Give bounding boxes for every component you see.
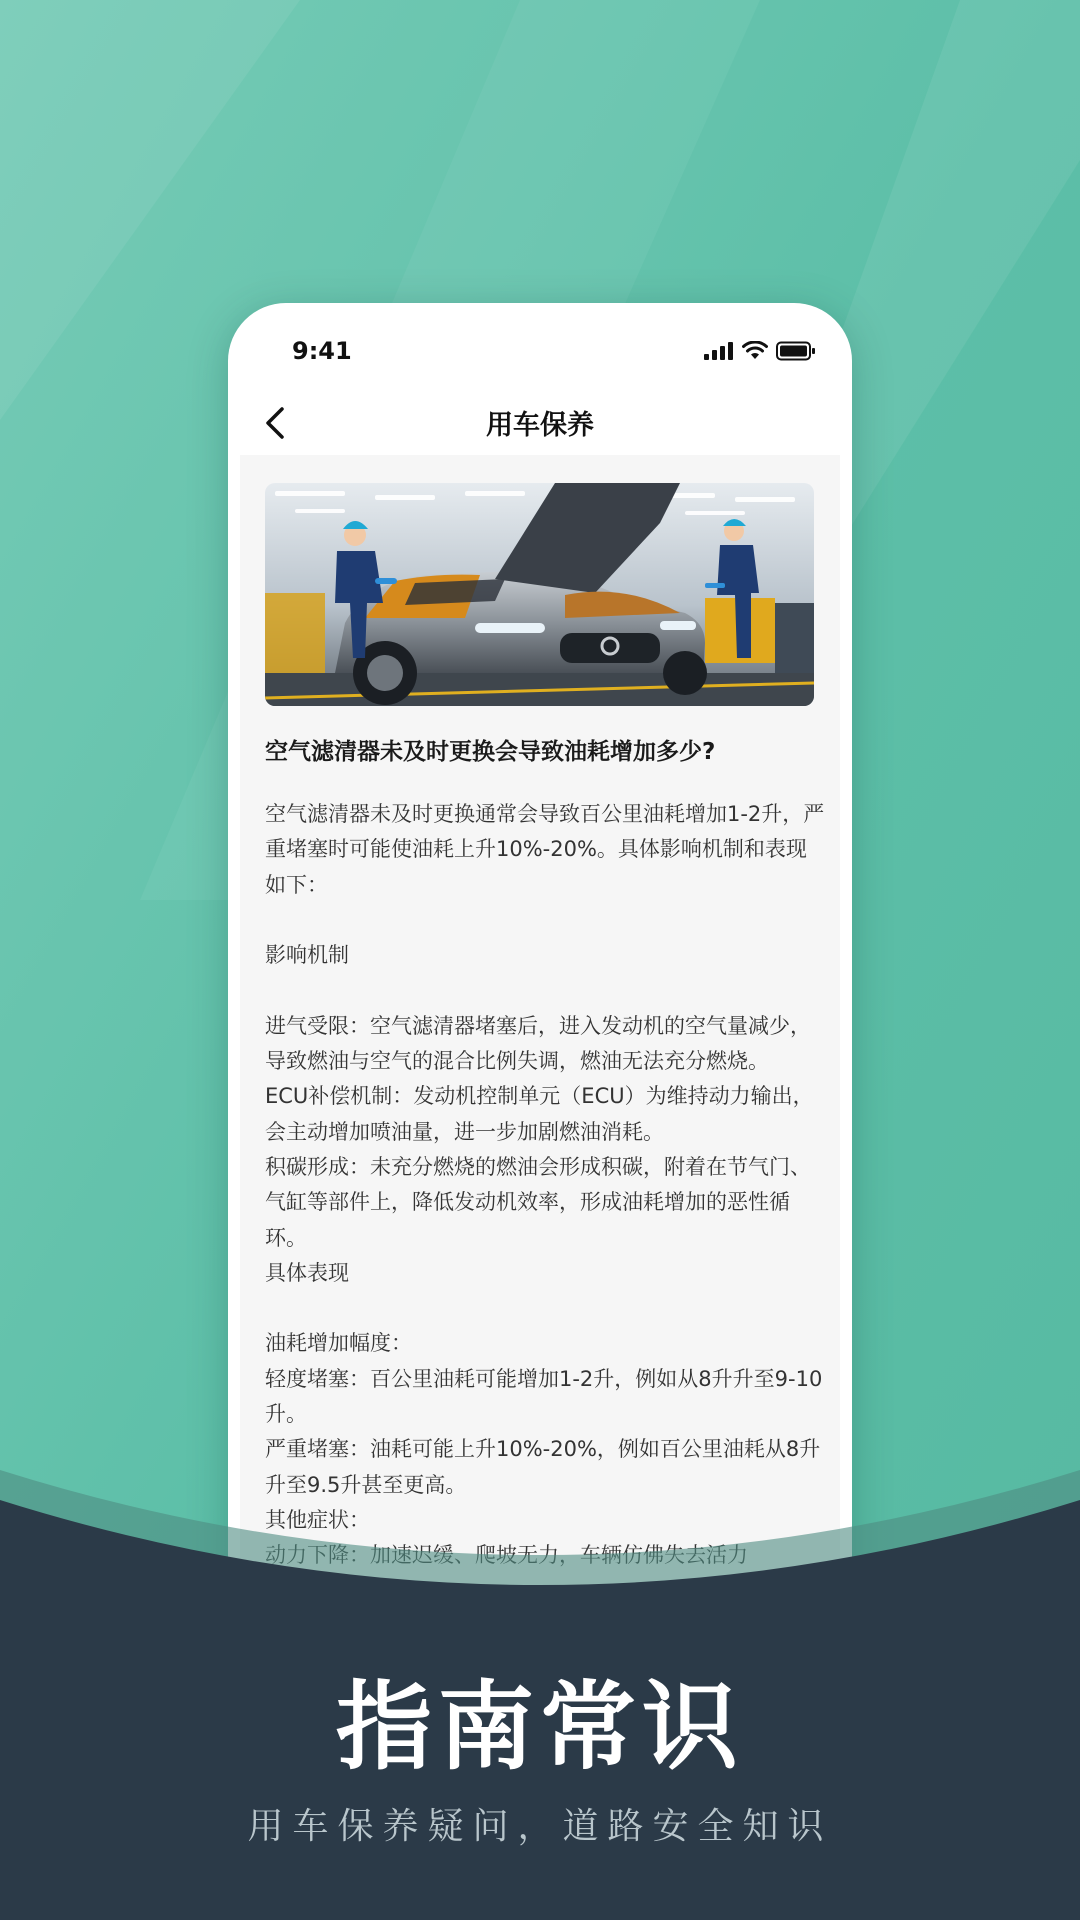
article-paragraph [265,1291,825,1326]
page-title: 用车保养 [486,410,594,441]
article-paragraph: 轻度堵塞：百公里油耗可能增加1-2升，例如从8升升至9-10升。 [265,1366,823,1427]
article-paragraph: 严重堵塞：油耗可能上升10%-20%，例如百公里油耗从8升升至9.5升甚至更高。 [265,1437,821,1497]
article-paragraph: 积碳形成：未充分燃烧的燃油会形成积碳，附着在节气门、气缸等部件上，降低发动机效率，形成油耗增加的恶性循环。 [265,1154,811,1250]
article-paragraph: 其他症状： [265,1507,370,1532]
article-subheading: 影响机制 [265,943,349,968]
promo-title: 指南常识 [336,1671,744,1783]
wifi-icon [742,341,768,361]
promo-subtitle: 用车保养疑问，道路安全知识 [247,1806,833,1847]
signal-icon [704,342,734,360]
nav-bar [228,393,852,455]
article-paragraph: 空气滤清器未及时更换通常会导致百公里油耗增加1-2升，严重堵塞时可能使油耗上升10%-20%。具体影响机制和表现如下： [265,802,825,897]
status-icons [704,341,816,361]
battery-icon [776,341,816,361]
article-title: 空气滤清器未及时更换会导致油耗增加多少? [265,739,716,765]
article-paragraph: 进气受限：空气滤清器堵塞后，进入发动机的空气量减少，导致燃油与空气的混合比例失调，燃油无法充分燃烧。 [265,1013,811,1074]
article-paragraph: 油耗增加幅度： [265,1331,412,1356]
hero-image [265,483,814,706]
article-paragraph [265,973,825,1008]
status-time: 9:41 [292,337,352,365]
article-paragraph: ECU补偿机制：发动机控制单元（ECU）为维持动力输出，会主动增加喷油量，进一步加剧燃油消耗。 [265,1084,814,1144]
article-subheading: 具体表现 [265,1260,349,1285]
article-paragraph [265,903,825,938]
status-bar [228,303,852,393]
